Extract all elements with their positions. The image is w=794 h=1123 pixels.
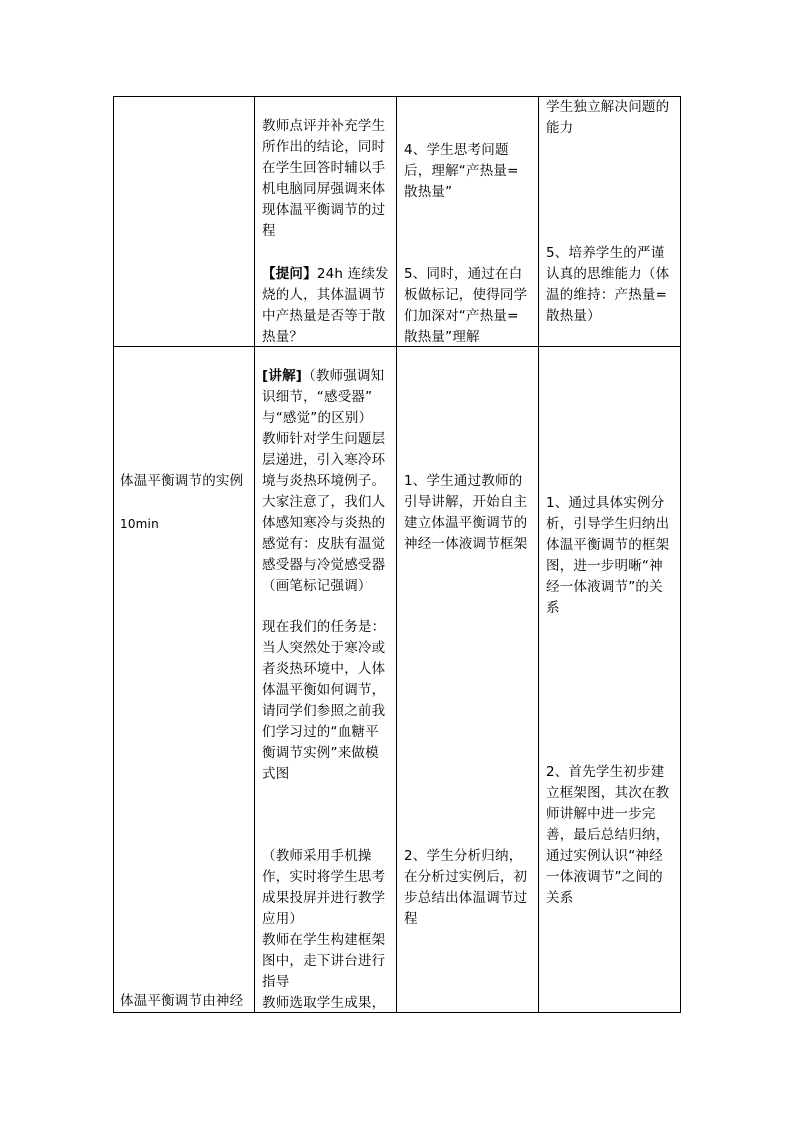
next-section-title: 体温平衡调节由神经 — [120, 993, 244, 1009]
design-intent-5: 5、培养学生的严谨 认真的思维能力（体 温的维持：产热量= 散热量） — [546, 245, 670, 324]
student-activity-2: 2、学生分析归纳， 在分析过实例后，初 步总结出体温调节过 程 — [404, 848, 528, 927]
table-bottom-border — [113, 1012, 681, 1013]
teacher-activity-comment: 教师点评并补充学生 所作出的结论，同时 在学生回答时辅以手 机电脑同屏强调来体 现体温平衡调节的过 程 — [262, 118, 386, 239]
section-title: 体温平衡调节的实例 — [120, 473, 244, 489]
student-activity-5: 5、同时，通过在白 板做标记，使得同学 们加深对“产热量= 散热量”理解 — [404, 266, 528, 345]
design-intent-1: 1、通过具体实例分 析，引导学生归纳出 体温平衡调节的框架 图，进一步明晰“神 经一体液调节”的关 系 — [546, 495, 670, 616]
column-divider-3 — [538, 96, 539, 1013]
design-intent-ability: 学生独立解决问题的 能力 — [546, 99, 670, 136]
column-divider-2 — [396, 96, 397, 1013]
design-intent-2: 2、首先学生初步建 立框架图，其次在教 师讲解中进一步完 善，最后总结归纳， 通过实例认识“神经 一体液调节”之间的 关系 — [546, 764, 670, 906]
student-activity-1: 1、学生通过教师的 引导讲解，开始自主 建立体温平衡调节的 神经一体液调节框架 — [404, 473, 528, 552]
row-divider — [113, 346, 681, 347]
explain-text: 识细节，“感受器” 与“感觉”的区别） 教师针对学生问题层 层递进，引入寒冷环 境与炎热环境例子。 大家注意了，我们人 体感知寒冷与炎热的 感觉有：皮肤有温觉 感受器与冷觉感受器 （画笔标记强调） — [262, 389, 386, 594]
explain-first-line: （教师强调知 — [302, 368, 385, 384]
teacher-activity-question — [262, 264, 394, 348]
explain-label: [讲解] — [262, 368, 303, 384]
question-text: 烧的人，其体温调节 中产热量是否等于散 热量？ — [262, 287, 386, 345]
question-first-line: 24h 连续发 — [316, 266, 389, 282]
teacher-task: 现在我们的任务是： 当人突然处于寒冷或 者炎热环境中，人体 体温平衡如何调节， 请同学们参照之前我 们学习过的“血糖平 衡调节实例”来做模 式图 — [262, 619, 386, 782]
teacher-phone-operation: （教师采用手机操 作，实时将学生思考 成果投屏并进行教学 应用） 教师在学生构建框架 图中，走下讲台进行 指导 教师选取学生成果， — [262, 848, 386, 1011]
table-right-border — [680, 96, 681, 1013]
column-divider-1 — [254, 96, 255, 1013]
section-duration: 10min — [120, 517, 159, 531]
teacher-explanation — [262, 366, 394, 597]
student-activity-4: 4、学生思考问题 后，理解“产热量= 散热量” — [404, 142, 519, 200]
question-label: 【提问】 — [262, 266, 317, 282]
table-left-border — [113, 96, 114, 1013]
